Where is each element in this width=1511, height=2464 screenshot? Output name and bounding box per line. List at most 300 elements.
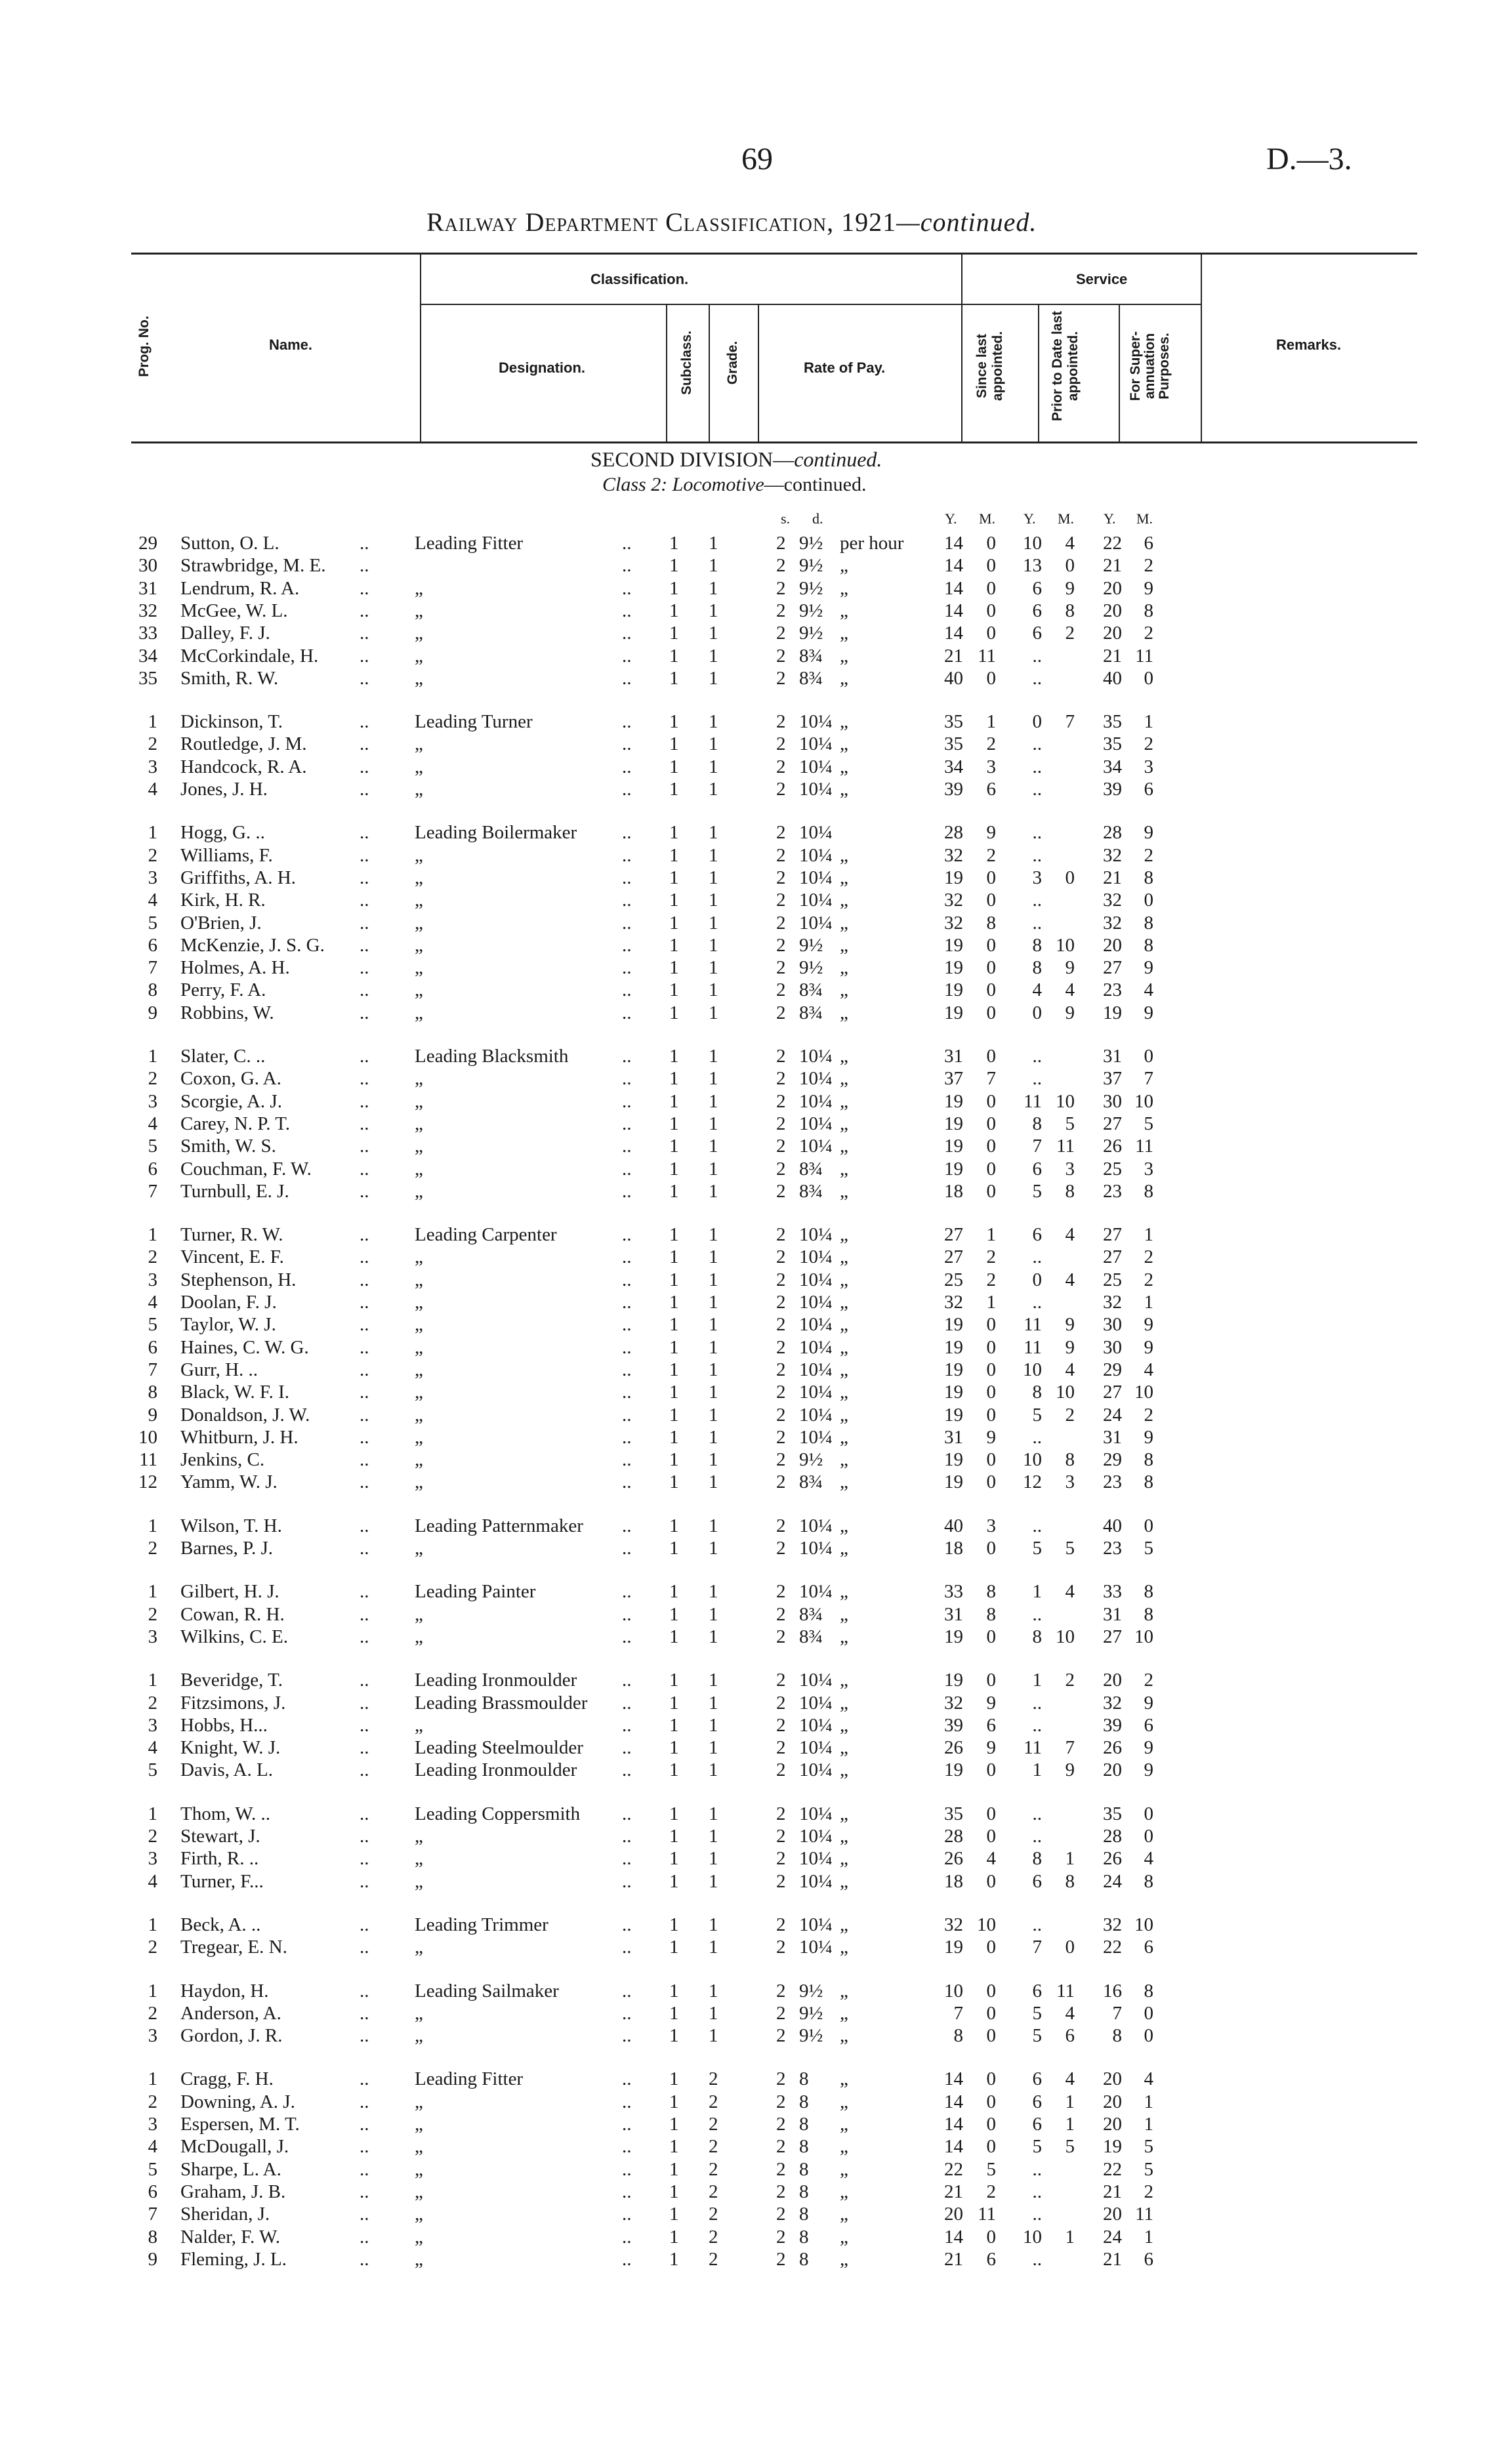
- cell-prog-no: 4: [148, 2136, 157, 2158]
- leader-dots: ..: [360, 1848, 369, 1870]
- leader-dots: ..: [360, 2068, 369, 2090]
- cell-subclass: 1: [669, 2181, 679, 2202]
- leader-dots: ..: [622, 1449, 632, 1471]
- cell-super-months: 11: [1135, 2204, 1153, 2225]
- cell-rate-unit: „: [840, 1292, 848, 1313]
- cell-prog-no: 32: [138, 600, 157, 621]
- cell-since-years: 31: [944, 1046, 963, 1067]
- cell-super-months: 6: [1144, 779, 1153, 800]
- cell-prior-months: 5: [1065, 2136, 1075, 2158]
- cell-super-years: 28: [1103, 1826, 1122, 1847]
- leader-dots: ..: [622, 2136, 632, 2158]
- cell-grade: 1: [709, 1626, 718, 1647]
- cell-since-years: 19: [944, 1404, 963, 1426]
- cell-prior-years: 5: [1032, 2025, 1042, 2047]
- cell-subclass: 1: [669, 711, 679, 733]
- cell-since-years: 14: [944, 2226, 963, 2248]
- cell-name: Turner, F...: [180, 1870, 264, 1892]
- cell-rate-unit: „: [840, 844, 848, 866]
- cell-since-years: 19: [944, 1359, 963, 1380]
- cell-since-years: 35: [944, 711, 963, 733]
- cell-super-years: 39: [1103, 1714, 1122, 1736]
- table-row: [0, 1715, 1511, 1737]
- cell-subclass: 1: [669, 867, 679, 888]
- cell-designation: „: [415, 912, 423, 934]
- cell-super-years: 24: [1103, 1870, 1122, 1892]
- cell-rate-unit: „: [840, 1914, 848, 1935]
- cell-subclass: 1: [669, 1224, 679, 1246]
- cell-rate-shillings: 2: [776, 577, 786, 599]
- cell-since-years: 35: [944, 733, 963, 755]
- cell-subclass: 1: [669, 2248, 679, 2270]
- table-row: [0, 1292, 1511, 1314]
- cell-prog-no: 2: [148, 1826, 157, 1847]
- cell-since-months: 0: [986, 1670, 996, 1691]
- cell-prog-no: 2: [148, 1692, 157, 1714]
- cell-grade: 1: [709, 1404, 718, 1426]
- cell-grade: 1: [709, 1848, 718, 1870]
- cell-prior-months: 2: [1065, 623, 1075, 644]
- cell-prog-no: 7: [148, 1180, 157, 1202]
- cell-designation: Leading Steelmoulder: [415, 1737, 583, 1759]
- table-row: [0, 1002, 1511, 1025]
- cell-prior-years: 5: [1032, 2136, 1042, 2158]
- cell-designation: „: [415, 667, 423, 689]
- cell-prior-years: 0: [1032, 1002, 1042, 1023]
- cell-designation: „: [415, 756, 423, 777]
- cell-prior-years: 11: [1024, 1737, 1042, 1759]
- cell-super-years: 31: [1103, 1426, 1122, 1448]
- cell-since-years: 18: [944, 1538, 963, 1559]
- cell-since-years: 19: [944, 1937, 963, 1958]
- cell-super-months: 2: [1144, 733, 1153, 755]
- leader-dots: ..: [360, 1269, 369, 1290]
- cell-prog-no: 12: [138, 1471, 157, 1493]
- cell-rate-pence: 10¼: [799, 1269, 833, 1290]
- cell-prior-years: 0: [1032, 1269, 1042, 1290]
- cell-since-years: 18: [944, 1870, 963, 1892]
- cell-designation: „: [415, 1538, 423, 1559]
- leader-dots: ..: [622, 1870, 632, 1892]
- cell-prior-years: ..: [1032, 890, 1042, 911]
- cell-grade: 1: [709, 1180, 718, 1202]
- cell-prog-no: 9: [148, 2248, 157, 2270]
- cell-designation: „: [415, 1359, 423, 1380]
- cell-super-years: 35: [1103, 711, 1122, 733]
- cell-designation: „: [415, 1426, 423, 1448]
- cell-rate-unit: „: [840, 1449, 848, 1471]
- cell-rate-shillings: 2: [776, 2002, 786, 2024]
- cell-super-years: 20: [1103, 2091, 1122, 2112]
- cell-grade: 1: [709, 912, 718, 934]
- cell-grade: 1: [709, 1269, 718, 1290]
- leader-dots: ..: [360, 1538, 369, 1559]
- cell-prog-no: 2: [148, 2002, 157, 2024]
- cell-super-months: 2: [1144, 844, 1153, 866]
- cell-super-months: 0: [1144, 1515, 1153, 1536]
- cell-since-months: 2: [986, 1269, 996, 1290]
- cell-since-months: 6: [986, 779, 996, 800]
- cell-prior-months: 4: [1065, 1224, 1075, 1246]
- cell-rate-unit: „: [840, 2002, 848, 2024]
- cell-grade: 1: [709, 1803, 718, 1824]
- cell-prog-no: 1: [148, 822, 157, 844]
- cell-prior-years: ..: [1032, 733, 1042, 755]
- cell-since-months: 0: [986, 600, 996, 621]
- cell-grade: 1: [709, 533, 718, 554]
- cell-rate-shillings: 2: [776, 2226, 786, 2248]
- cell-rate-unit: „: [840, 912, 848, 934]
- cell-super-years: 26: [1103, 1737, 1122, 1759]
- leader-dots: ..: [360, 1670, 369, 1691]
- cell-prior-years: 6: [1032, 600, 1042, 621]
- cell-prior-months: 9: [1065, 957, 1075, 979]
- cell-prog-no: 5: [148, 912, 157, 934]
- cell-since-years: 8: [953, 2025, 963, 2047]
- header-since-last: Since last appointed.: [974, 331, 1005, 401]
- cell-prior-months: 4: [1065, 1359, 1075, 1380]
- cell-since-months: 0: [986, 1404, 996, 1426]
- leader-dots: ..: [622, 1269, 632, 1290]
- leader-dots: ..: [360, 1359, 369, 1380]
- cell-super-months: 9: [1144, 1759, 1153, 1781]
- cell-prior-months: 2: [1065, 1404, 1075, 1426]
- cell-rate-unit: „: [840, 2068, 848, 2090]
- leader-dots: ..: [622, 623, 632, 644]
- cell-subclass: 1: [669, 645, 679, 667]
- cell-name: Firth, R. ..: [180, 1848, 259, 1870]
- leader-dots: ..: [360, 1914, 369, 1935]
- cell-rate-pence: 10¼: [799, 1714, 833, 1736]
- cell-prog-no: 1: [148, 2068, 157, 2090]
- table-row: [0, 600, 1511, 623]
- cell-since-months: 0: [986, 1449, 996, 1471]
- table-row: [0, 779, 1511, 801]
- document-code: D.—3.: [1266, 142, 1352, 176]
- cell-since-years: 32: [944, 1692, 963, 1714]
- cell-designation: Leading Coppersmith: [415, 1803, 581, 1824]
- leader-dots: ..: [622, 1404, 632, 1426]
- cell-prior-years: ..: [1032, 2248, 1042, 2270]
- cell-since-years: 19: [944, 1136, 963, 1157]
- cell-grade: 1: [709, 1158, 718, 1180]
- cell-super-months: 8: [1144, 1870, 1153, 1892]
- header-prog-no: Prog. No.: [136, 316, 152, 377]
- cell-rate-unit: „: [840, 2136, 848, 2158]
- leader-dots: ..: [622, 1914, 632, 1935]
- leader-dots: ..: [360, 1002, 369, 1023]
- cell-super-months: 8: [1144, 1471, 1153, 1493]
- cell-since-years: 32: [944, 1292, 963, 1313]
- cell-designation: Leading Painter: [415, 1581, 536, 1603]
- cell-designation: „: [415, 1136, 423, 1157]
- cell-rate-shillings: 2: [776, 1803, 786, 1824]
- cell-subclass: 1: [669, 934, 679, 956]
- cell-grade: 1: [709, 733, 718, 755]
- leader-dots: ..: [360, 1581, 369, 1603]
- cell-since-months: 2: [986, 844, 996, 866]
- cell-rate-shillings: 2: [776, 1246, 786, 1268]
- cell-name: Cowan, R. H.: [180, 1603, 285, 1625]
- cell-rate-unit: „: [840, 555, 848, 577]
- cell-name: Graham, J. B.: [180, 2181, 286, 2202]
- cell-name: Routledge, J. M.: [180, 733, 307, 755]
- cell-subclass: 1: [669, 1759, 679, 1781]
- cell-rate-pence: 10¼: [799, 1224, 833, 1246]
- cell-super-years: 28: [1103, 822, 1122, 844]
- cell-rate-pence: 10¼: [799, 1382, 833, 1403]
- table-row: [0, 1224, 1511, 1246]
- cell-name: Sutton, O. L.: [180, 533, 279, 554]
- cell-rate-shillings: 2: [776, 1382, 786, 1403]
- leader-dots: ..: [360, 1314, 369, 1336]
- cell-grade: 1: [709, 1515, 718, 1536]
- cell-super-years: 32: [1103, 1692, 1122, 1714]
- cell-since-years: 19: [944, 1449, 963, 1471]
- cell-since-months: 9: [986, 822, 996, 844]
- cell-rate-pence: 8: [799, 2091, 809, 2112]
- cell-prior-years: ..: [1032, 1246, 1042, 1268]
- table-row: [0, 1626, 1511, 1649]
- leader-dots: ..: [360, 1090, 369, 1112]
- cell-prior-years: 10: [1023, 1359, 1042, 1380]
- cell-prior-years: 8: [1032, 1626, 1042, 1647]
- leader-dots: ..: [622, 890, 632, 911]
- table-row: [0, 1871, 1511, 1893]
- header-for-super: For Super-annuation Purposes.: [1128, 331, 1172, 401]
- cell-name: Hogg, G. ..: [180, 822, 265, 844]
- cell-rate-unit: „: [840, 1426, 848, 1448]
- cell-grade: 2: [709, 2091, 718, 2112]
- cell-prior-years: 0: [1032, 711, 1042, 733]
- cell-subclass: 1: [669, 890, 679, 911]
- cell-since-years: 19: [944, 1336, 963, 1358]
- leader-dots: ..: [622, 1224, 632, 1246]
- leader-dots: ..: [360, 711, 369, 733]
- table-row: [0, 2091, 1511, 2114]
- leader-dots: ..: [622, 1336, 632, 1358]
- cell-super-months: 4: [1144, 1848, 1153, 1870]
- cell-super-months: 8: [1144, 1180, 1153, 1202]
- cell-super-months: 2: [1144, 1670, 1153, 1691]
- cell-prog-no: 6: [148, 1336, 157, 1358]
- cell-prog-no: 30: [138, 555, 157, 577]
- cell-subclass: 1: [669, 1626, 679, 1647]
- cell-prior-months: 3: [1065, 1471, 1075, 1493]
- cell-grade: 1: [709, 934, 718, 956]
- table-row: [0, 845, 1511, 867]
- table-row: [0, 1914, 1511, 1937]
- cell-since-months: 6: [986, 2248, 996, 2270]
- header-service: Service: [1076, 271, 1128, 287]
- cell-name: O'Brien, J.: [180, 912, 262, 934]
- cell-since-months: 9: [986, 1737, 996, 1759]
- cell-rate-pence: 10¼: [799, 1292, 833, 1313]
- cell-subclass: 1: [669, 533, 679, 554]
- table-row: [0, 979, 1511, 1002]
- cell-designation: „: [415, 1449, 423, 1471]
- cell-since-months: 0: [986, 2068, 996, 2090]
- cell-grade: 1: [709, 2002, 718, 2024]
- cell-since-months: 0: [986, 555, 996, 577]
- leader-dots: ..: [360, 645, 369, 667]
- cell-super-years: 25: [1103, 1269, 1122, 1290]
- table-row: [0, 822, 1511, 844]
- leader-dots: ..: [622, 1471, 632, 1493]
- cell-super-years: 20: [1103, 2114, 1122, 2135]
- cell-prog-no: 2: [148, 844, 157, 866]
- cell-grade: 1: [709, 1382, 718, 1403]
- cell-designation: „: [415, 1246, 423, 1268]
- leader-dots: ..: [622, 2002, 632, 2024]
- cell-subclass: 1: [669, 1090, 679, 1112]
- table-row: [0, 733, 1511, 756]
- cell-prior-years: 4: [1032, 979, 1042, 1001]
- cell-subclass: 1: [669, 1136, 679, 1157]
- cell-since-years: 19: [944, 867, 963, 888]
- cell-subclass: 1: [669, 1870, 679, 1892]
- header-subclass: Subclass.: [679, 330, 694, 396]
- cell-rate-shillings: 2: [776, 711, 786, 733]
- cell-rate-shillings: 2: [776, 2181, 786, 2202]
- cell-prog-no: 5: [148, 2158, 157, 2180]
- cell-designation: „: [415, 623, 423, 644]
- unit-shillings: s.: [781, 510, 791, 527]
- cell-rate-shillings: 2: [776, 1848, 786, 1870]
- cell-super-months: 5: [1144, 2136, 1153, 2158]
- leader-dots: ..: [622, 577, 632, 599]
- cell-grade: 1: [709, 957, 718, 979]
- cell-rate-shillings: 2: [776, 1626, 786, 1647]
- cell-subclass: 1: [669, 1449, 679, 1471]
- leader-dots: ..: [360, 2025, 369, 2047]
- leader-dots: ..: [360, 912, 369, 934]
- cell-rate-unit: „: [840, 1538, 848, 1559]
- cell-rate-pence: 10¼: [799, 1246, 833, 1268]
- header-grade: Grade.: [725, 340, 740, 385]
- cell-prog-no: 31: [138, 577, 157, 599]
- leader-dots: ..: [360, 2181, 369, 2202]
- cell-rate-shillings: 2: [776, 1002, 786, 1023]
- cell-since-months: 5: [986, 2158, 996, 2180]
- cell-rate-unit: „: [840, 1980, 848, 2002]
- table-row: [0, 867, 1511, 890]
- cell-grade: 1: [709, 1046, 718, 1067]
- leader-dots: ..: [360, 1937, 369, 1958]
- leader-dots: ..: [622, 2181, 632, 2202]
- cell-since-months: 3: [986, 756, 996, 777]
- table-row: [0, 1159, 1511, 1181]
- cell-prior-years: 6: [1032, 623, 1042, 644]
- cell-grade: 1: [709, 1426, 718, 1448]
- cell-grade: 1: [709, 1870, 718, 1892]
- table-row: [0, 668, 1511, 690]
- cell-subclass: 1: [669, 1180, 679, 1202]
- cell-name: Turner, R. W.: [180, 1224, 283, 1246]
- leader-dots: ..: [360, 1246, 369, 1268]
- cell-super-months: 5: [1144, 2158, 1153, 2180]
- cell-super-years: 31: [1103, 1046, 1122, 1067]
- cell-rate-unit: „: [840, 1314, 848, 1336]
- leader-dots: ..: [360, 1759, 369, 1781]
- cell-designation: „: [415, 1113, 423, 1134]
- cell-since-months: 0: [986, 2136, 996, 2158]
- cell-name: Beck, A. ..: [180, 1914, 261, 1935]
- cell-grade: 1: [709, 577, 718, 599]
- cell-designation: „: [415, 2226, 423, 2248]
- leader-dots: ..: [622, 957, 632, 979]
- cell-prior-years: 5: [1032, 1180, 1042, 1202]
- cell-since-months: 0: [986, 577, 996, 599]
- cell-prog-no: 3: [148, 1626, 157, 1647]
- cell-rate-pence: 10¼: [799, 1538, 833, 1559]
- cell-rate-pence: 9½: [799, 957, 823, 979]
- leader-dots: ..: [622, 1980, 632, 2002]
- cell-name: Cragg, F. H.: [180, 2068, 274, 2090]
- cell-grade: 1: [709, 711, 718, 733]
- cell-prior-years: 8: [1032, 1113, 1042, 1134]
- leader-dots: ..: [622, 1090, 632, 1112]
- cell-prog-no: 3: [148, 2025, 157, 2047]
- cell-prior-months: 6: [1065, 2025, 1075, 2047]
- leader-dots: ..: [360, 2204, 369, 2225]
- cell-rate-pence: 10¼: [799, 867, 833, 888]
- cell-name: McGee, W. L.: [180, 600, 288, 621]
- leader-dots: ..: [622, 1068, 632, 1090]
- cell-since-years: 28: [944, 1826, 963, 1847]
- cell-rate-shillings: 2: [776, 1449, 786, 1471]
- cell-super-months: 0: [1144, 1046, 1153, 1067]
- cell-since-months: 0: [986, 1113, 996, 1134]
- cell-name: Scorgie, A. J.: [180, 1090, 282, 1112]
- table-row: [0, 1113, 1511, 1136]
- cell-prior-years: 5: [1032, 2002, 1042, 2024]
- cell-rate-pence: 8: [799, 2114, 809, 2135]
- cell-rate-unit: per hour: [840, 533, 904, 554]
- cell-prior-months: 5: [1065, 1113, 1075, 1134]
- table-row: [0, 2249, 1511, 2271]
- cell-name: Whitburn, J. H.: [180, 1426, 299, 1448]
- leader-dots: ..: [360, 1046, 369, 1067]
- cell-prog-no: 8: [148, 2226, 157, 2248]
- cell-name: Dalley, F. J.: [180, 623, 270, 644]
- cell-subclass: 1: [669, 1269, 679, 1290]
- cell-rate-pence: 8¾: [799, 1603, 823, 1625]
- cell-subclass: 1: [669, 2025, 679, 2047]
- cell-designation: „: [415, 1314, 423, 1336]
- cell-name: Stephenson, H.: [180, 1269, 297, 1290]
- cell-subclass: 1: [669, 1068, 679, 1090]
- cell-designation: „: [415, 934, 423, 956]
- cell-rate-shillings: 2: [776, 1914, 786, 1935]
- cell-since-years: 14: [944, 2091, 963, 2112]
- cell-super-years: 23: [1103, 1471, 1122, 1493]
- cell-subclass: 1: [669, 1515, 679, 1536]
- cell-rate-shillings: 2: [776, 1158, 786, 1180]
- cell-rate-pence: 9½: [799, 577, 823, 599]
- cell-designation: „: [415, 645, 423, 667]
- cell-since-months: 0: [986, 533, 996, 554]
- cell-prog-no: 6: [148, 2181, 157, 2202]
- cell-since-months: 6: [986, 1714, 996, 1736]
- leader-dots: ..: [360, 1603, 369, 1625]
- cell-grade: 1: [709, 1826, 718, 1847]
- cell-name: Kirk, H. R.: [180, 890, 266, 911]
- cell-rate-pence: 9½: [799, 1980, 823, 2002]
- cell-subclass: 1: [669, 1692, 679, 1714]
- leader-dots: ..: [360, 555, 369, 577]
- cell-rate-unit: „: [840, 1826, 848, 1847]
